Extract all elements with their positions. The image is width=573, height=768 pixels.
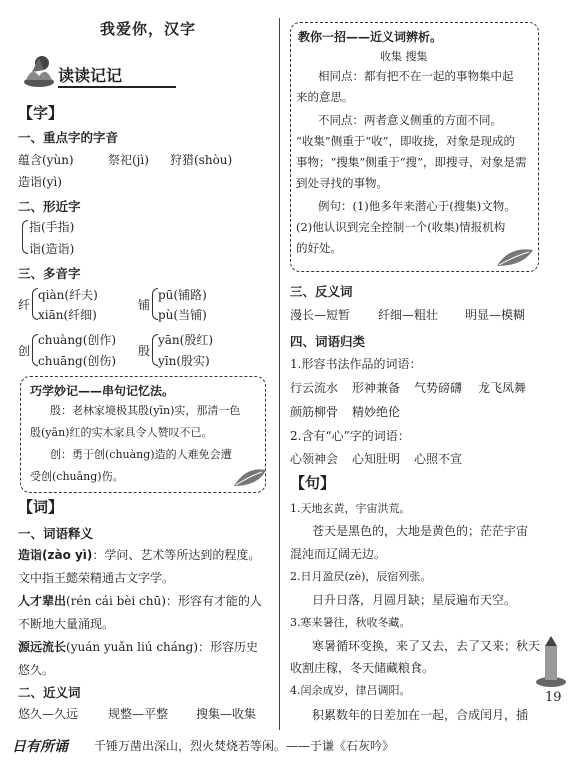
definition-line: 源远流长(yuán yuǎn liú cháng)：形容历史 — [18, 640, 259, 654]
polyphone-reading: yīn(殷实) — [158, 354, 210, 368]
similar-chars-heading: 二、形近字 — [18, 199, 81, 214]
sentence-quote: 4.闰余成岁，律吕调阳。 — [290, 684, 411, 697]
synonym-item: 搜集—收集 — [196, 707, 257, 721]
classify-word: 心领神会 — [290, 452, 339, 466]
sentence-explain: 日升日落，月圆月缺；星辰遍布天空。 — [312, 593, 517, 607]
pencil-icon — [534, 636, 568, 688]
antonym-item: 纤细—粗壮 — [378, 308, 439, 322]
classify-word: 行云流水 — [290, 381, 339, 395]
sentence-quote: 3.寒来暑往，秋收冬藏。 — [290, 616, 411, 629]
polyphone-reading: yān(殷红) — [158, 333, 214, 347]
box-line: “收集”侧重于“收”，即收拢，对象是现成的 — [296, 134, 516, 148]
definition-line: 悠久。 — [18, 663, 55, 677]
footer — [12, 734, 562, 756]
definitions-heading: 一、词语释义 — [18, 526, 94, 541]
banner-label: 读读记记 — [58, 66, 123, 85]
memory-tip-line: 殷(yān)红的实木家具令人赞叹不已。 — [30, 426, 213, 439]
page-number: 19 — [545, 690, 562, 705]
memory-tip-line: 创：勇于创(chuàng)造的人难免会遭 — [50, 448, 232, 461]
box-line: 例句：(1)他多年来潜心于(搜集)文物。 — [318, 199, 516, 213]
polyphone-reading: xiān(纤细) — [38, 308, 97, 322]
antonyms-heading: 三、反义词 — [290, 284, 353, 299]
classify-word: 龙飞凤舞 — [478, 381, 527, 395]
polyphone-reading: chuāng(创伤) — [38, 354, 117, 368]
synonym-item: 悠久—久远 — [18, 707, 79, 721]
box-line: 的好处。 — [296, 241, 342, 255]
pronunciation-heading: 一、重点字的字音 — [18, 130, 119, 145]
pron-item: 造诣(yì) — [18, 175, 62, 189]
synonyms-heading: 二、近义词 — [18, 685, 81, 700]
box-line: (2)他认识到完全控制一个(收集)情报机构 — [296, 220, 506, 234]
page-title: 我爱你，汉字 — [100, 20, 197, 38]
box-subtitle: 收集 搜集 — [380, 50, 428, 63]
classify-word: 心照不宣 — [414, 452, 463, 466]
sentence-quote: 2.日月盈昃(zè)，辰宿列张。 — [290, 570, 432, 583]
section-banner — [22, 54, 172, 90]
polyphone-reading: pū(铺路) — [158, 288, 207, 302]
classify-word: 颜筋柳骨 — [290, 405, 339, 419]
classify-word: 形神兼备 — [352, 381, 401, 395]
definition-line: 文中指王懿荣精通古文字学。 — [18, 571, 175, 585]
synonym-item: 规整—平整 — [108, 707, 169, 721]
sentence-explain: 苍天是黑色的，大地是黄色的；茫茫宇宙 — [312, 524, 529, 538]
leaf-icon — [232, 464, 268, 490]
box-line: 到处寻找的事物。 — [296, 176, 388, 190]
footer-quote: 千锤万凿出深山，烈火焚烧若等闲。——于谦《石灰吟》 — [94, 739, 395, 753]
sentence-explain: 混沌而辽阔无边。 — [290, 547, 387, 561]
polyphone-char: 创 — [18, 344, 31, 358]
definition-line: 造诣(zào yì)：学问、艺术等所达到的程度。 — [18, 548, 261, 562]
column-divider — [279, 18, 280, 730]
classify-word: 精妙绝伦 — [352, 405, 401, 419]
polyphone-char: 纤 — [18, 298, 31, 312]
box-title: 教你一招——近义词辨析。 — [298, 30, 443, 44]
polyphone-heading: 三、多音字 — [18, 266, 81, 281]
ju-heading: 【句】 — [290, 474, 336, 492]
definition-line: 不断地大量涌现。 — [18, 617, 115, 631]
box-line: 事物；“搜集”侧重于“搜”，即搜寻，对象是需 — [296, 155, 527, 169]
pron-item: 祭祀(jì) — [108, 153, 149, 167]
similar-item: 指(手指) — [29, 220, 75, 234]
sentence-explain: 寒暑循环变换，来了又去，去了又来；秋天 — [312, 639, 541, 653]
antonym-item: 明显—模糊 — [465, 308, 526, 322]
antonym-item: 漫长—短暂 — [290, 308, 351, 322]
polyphone-reading: qiàn(纤夫) — [38, 288, 98, 302]
sentence-quote: 1.天地玄黄，宇宙洪荒。 — [290, 502, 411, 515]
leaf-icon — [495, 244, 535, 270]
banner-underline — [58, 86, 176, 88]
pron-item: 狩猎(shòu) — [170, 153, 233, 167]
zi-heading: 【字】 — [18, 104, 64, 122]
pron-item: 蕴含(yùn) — [18, 153, 74, 167]
classify-label: 1.形容书法作品的词语： — [290, 357, 422, 371]
memory-tip-line: 受创(chuāng)伤。 — [30, 470, 124, 483]
box-line: 不同点：两者意义侧重的方面不同。 — [318, 113, 502, 127]
polyphone-char: 殷 — [138, 344, 151, 358]
classify-label: 2.含有“心”字的词语： — [290, 429, 410, 443]
footer-tag: 日有所诵 — [12, 739, 68, 755]
definition-line: 人才辈出(rén cái bèi chū)：形容有才能的人 — [18, 594, 262, 608]
memory-tip-title: 巧学妙记——串句记忆法。 — [30, 384, 175, 398]
classify-word: 气势磅礴 — [414, 381, 463, 395]
book-icon — [22, 54, 56, 88]
polyphone-reading: chuàng(创作) — [38, 333, 117, 347]
ci-heading: 【词】 — [18, 498, 64, 516]
sentence-explain: 收割庄稼，冬天储藏粮食。 — [290, 661, 435, 675]
brace — [22, 220, 28, 254]
memory-tip-line: 殷：老林家境极其殷(yīn)实，那清一色 — [50, 404, 241, 417]
box-line: 来的意思。 — [296, 90, 354, 104]
polyphone-char: 铺 — [138, 298, 151, 312]
classify-word: 心知肚明 — [352, 452, 401, 466]
box-line: 相同点：都有把不在一起的事物集中起 — [318, 69, 514, 83]
polyphone-reading: pù(当铺) — [158, 308, 207, 322]
classify-heading: 四、词语归类 — [290, 334, 366, 349]
similar-item: 诣(造诣) — [29, 242, 75, 256]
sentence-explain: 积累数年的日差加在一起，合成闰月，插 — [312, 708, 529, 722]
